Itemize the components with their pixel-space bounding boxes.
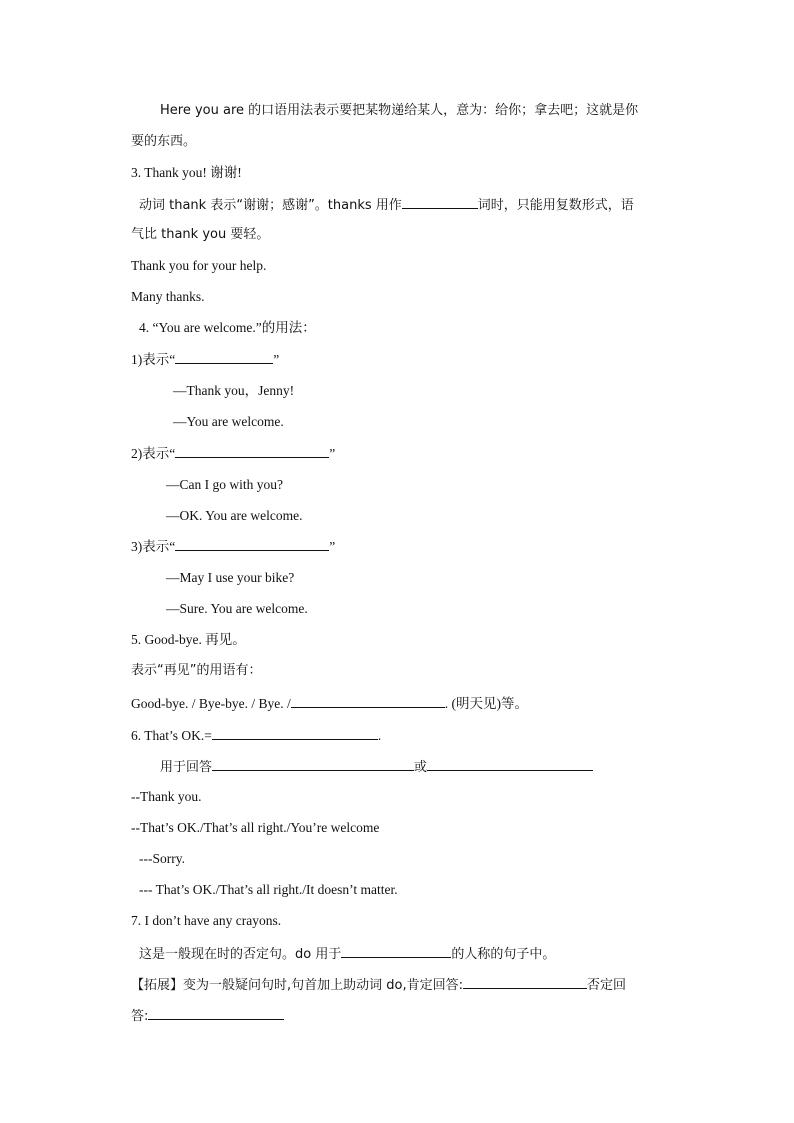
- dialogue-line: [166, 600, 308, 618]
- paragraph-continuation: [131, 133, 196, 151]
- text-line: --That’s OK./That’s all right./You’re welcome: [131, 820, 380, 835]
- text-line: 否定回: [586, 978, 626, 993]
- text-line: 6. That’s OK.=: [131, 728, 212, 743]
- text-line: —Thank you，Jenny!: [173, 383, 295, 398]
- text-line: .: [377, 728, 382, 743]
- answer-blank[interactable]: [463, 975, 587, 989]
- answer-blank[interactable]: [402, 195, 478, 209]
- text-line: 的人称的句子中。: [451, 947, 556, 962]
- dialogue-line: [166, 507, 302, 525]
- heading-thank-you: [131, 164, 242, 182]
- paragraph-negative-sentence: [139, 944, 555, 964]
- paragraph-used-to-answer: [160, 757, 593, 777]
- usage-item-2: [131, 444, 335, 463]
- text-line: . (明天见)等。: [444, 696, 528, 711]
- dialogue-line: [166, 569, 294, 587]
- text-line: 或: [414, 760, 428, 775]
- text-line: —Can I go with you?: [166, 477, 283, 492]
- paragraph-goodbye-phrases: [131, 662, 261, 680]
- dialogue-line: [131, 788, 201, 806]
- heading-thats-ok: [131, 726, 381, 745]
- dialogue-line: [173, 382, 294, 400]
- usage-item-1: [131, 350, 279, 369]
- answer-blank[interactable]: [175, 537, 329, 551]
- answer-blank[interactable]: [291, 694, 445, 708]
- dialogue-line: [173, 413, 284, 431]
- text-line: 气比 thank you 要轻。: [131, 227, 270, 242]
- text-line: —Sure. You are welcome.: [166, 601, 308, 616]
- answer-blank[interactable]: [427, 757, 593, 771]
- paragraph-goodbye-list: [131, 694, 528, 713]
- text-line: 答:: [131, 1009, 149, 1024]
- example-sentence: [131, 288, 205, 306]
- text-line: —May I use your bike?: [166, 570, 295, 585]
- text-line: 3. Thank you! 谢谢!: [131, 165, 242, 180]
- paragraph-continuation: [131, 226, 269, 244]
- text-line: --- That’s OK./That’s all right./It doesn’t matter.: [139, 882, 398, 897]
- heading-i-dont-have: [131, 912, 281, 930]
- paragraph-continuation: [131, 1006, 284, 1026]
- heading-you-are-welcome: [139, 319, 316, 337]
- answer-blank[interactable]: [175, 350, 273, 364]
- text-line: ”: [273, 352, 280, 367]
- paragraph-extension: [131, 975, 626, 995]
- text-line: ---Sorry.: [139, 851, 185, 866]
- answer-blank[interactable]: [212, 757, 414, 771]
- text-line: Many thanks.: [131, 289, 205, 304]
- text-line: ”: [329, 539, 336, 554]
- text-line: 表示“再见”的用语有：: [131, 663, 262, 678]
- text-line: 动词 thank 表示“谢谢；感谢”。thanks 用作: [139, 198, 402, 213]
- text-line: ”: [329, 446, 336, 461]
- text-line: —OK. You are welcome.: [166, 508, 303, 523]
- text-line: Thank you for your help.: [131, 258, 267, 273]
- text-line: Good-bye. / Bye-bye. / Bye. /: [131, 696, 291, 711]
- text-line: 词时，只能用复数形式，语: [477, 198, 634, 213]
- text-line: 3)表示“: [131, 539, 176, 554]
- dialogue-line: [139, 881, 398, 899]
- text-line: Here you are 的口语用法表示要把某物递给某人，意为：给你；拿去吧；这就是你: [160, 103, 639, 118]
- text-line: --Thank you.: [131, 789, 202, 804]
- paragraph-here-you-are: [160, 102, 638, 120]
- paragraph-thank-verb: [139, 195, 634, 215]
- dialogue-line: [131, 819, 379, 837]
- text-line: 1)表示“: [131, 352, 176, 367]
- text-line: 5. Good-bye. 再见。: [131, 632, 246, 647]
- text-line: —You are welcome.: [173, 414, 284, 429]
- dialogue-line: [166, 476, 283, 494]
- dialogue-line: [139, 850, 185, 868]
- text-line: 2)表示“: [131, 446, 176, 461]
- heading-good-bye: [131, 631, 246, 649]
- text-line: 4. “You are welcome.”的用法：: [139, 320, 316, 335]
- text-line: 用于回答: [160, 760, 213, 775]
- answer-blank[interactable]: [341, 944, 451, 958]
- usage-item-3: [131, 537, 335, 556]
- answer-blank[interactable]: [175, 444, 329, 458]
- text-line: 【拓展】变为一般疑问句时,句首加上助动词 do,肯定回答:: [131, 978, 463, 993]
- answer-blank[interactable]: [212, 726, 378, 740]
- text-line: 要的东西。: [131, 134, 197, 149]
- answer-blank[interactable]: [148, 1006, 284, 1020]
- text-line: 这是一般现在时的否定句。do 用于: [139, 947, 342, 962]
- example-sentence: [131, 257, 266, 275]
- text-line: 7. I don’t have any crayons.: [131, 913, 282, 928]
